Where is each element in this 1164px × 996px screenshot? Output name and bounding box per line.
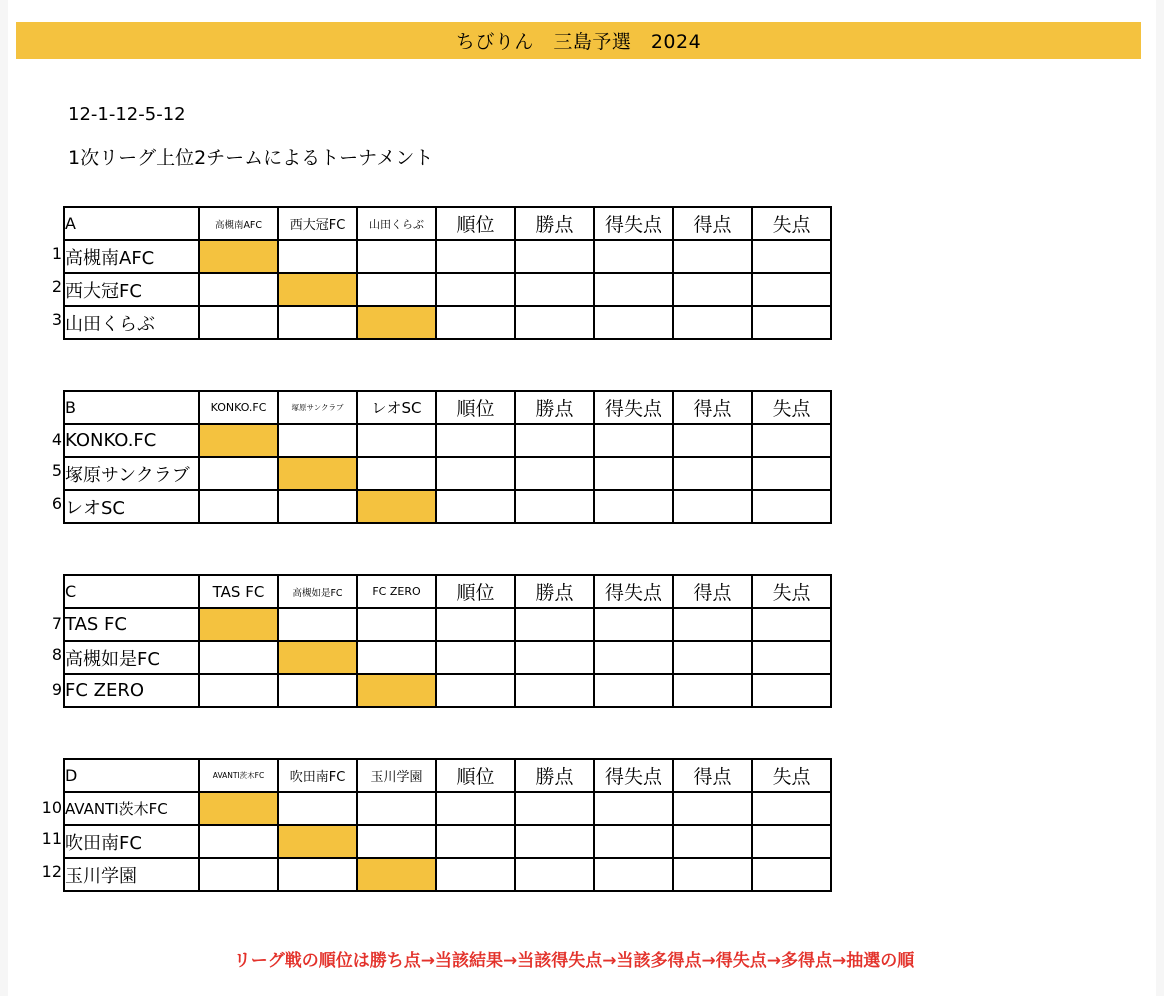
score-cell	[278, 240, 357, 273]
opponent-header: FC ZERO	[357, 575, 436, 608]
score-cell	[199, 273, 278, 306]
team-name: KONKO.FC	[65, 430, 157, 451]
opponent-header: AVANTI茨木FC	[199, 759, 278, 792]
league-table-b	[51, 390, 832, 524]
goal-diff-cell	[594, 825, 673, 858]
team-name: 高槻南AFC	[65, 247, 155, 269]
goal-diff-cell	[594, 424, 673, 457]
goal-diff-cell	[594, 858, 673, 891]
goals-against-cell	[752, 674, 831, 707]
team-name: 山田くらぶ	[65, 313, 155, 335]
ranking-rule-note: リーグ戦の順位は勝ち点→当該結果→当該得失点→当該多得点→得失点→多得点→抽選の順	[233, 951, 915, 971]
goals-for-header: 得点	[673, 575, 752, 608]
score-cell	[278, 674, 357, 707]
goals-against-header: 失点	[752, 575, 831, 608]
goals-for-cell	[673, 490, 752, 523]
score-cell	[278, 608, 357, 641]
goals-against-cell	[752, 306, 831, 339]
goal-diff-cell	[594, 457, 673, 490]
team-name: 吹田南FC	[65, 832, 142, 854]
goals-for-cell	[673, 674, 752, 707]
team-name-cell	[51, 641, 199, 674]
self-cell	[199, 792, 278, 825]
team-name: 玉川学園	[65, 865, 137, 887]
goals-for-cell	[673, 273, 752, 306]
points-cell	[515, 674, 594, 707]
goals-for-cell	[673, 306, 752, 339]
header-row	[64, 759, 831, 792]
goal-diff-cell	[594, 306, 673, 339]
team-name-cell	[41, 825, 199, 858]
header-row	[64, 391, 831, 424]
score-cell	[278, 792, 357, 825]
score-cell	[199, 306, 278, 339]
team-name-cell	[51, 306, 199, 339]
goals-for-header: 得点	[673, 207, 752, 240]
opponent-header: 塚原サンクラブ	[278, 391, 357, 424]
group-label: B	[64, 391, 199, 424]
goals-for-cell	[673, 825, 752, 858]
goals-against-header: 失点	[752, 759, 831, 792]
points-cell	[515, 273, 594, 306]
goals-against-cell	[752, 240, 831, 273]
goal-diff-cell	[594, 608, 673, 641]
opponent-header: KONKO.FC	[199, 391, 278, 424]
rank-header: 順位	[436, 575, 515, 608]
points-cell	[515, 306, 594, 339]
goal-diff-header: 得失点	[594, 759, 673, 792]
goals-for-cell	[673, 608, 752, 641]
table-row	[64, 641, 831, 674]
goals-against-cell	[752, 608, 831, 641]
rank-header: 順位	[436, 207, 515, 240]
goal-diff-cell	[594, 490, 673, 523]
header-row	[64, 575, 831, 608]
rank-header: 順位	[436, 759, 515, 792]
self-cell	[199, 240, 278, 273]
goal-diff-cell	[594, 674, 673, 707]
points-header: 勝点	[515, 207, 594, 240]
rank-cell	[436, 240, 515, 273]
score-cell	[357, 792, 436, 825]
rank-cell	[436, 273, 515, 306]
goals-for-cell	[673, 641, 752, 674]
points-cell	[515, 457, 594, 490]
league-table-c	[51, 574, 832, 708]
table-row	[64, 825, 831, 858]
score-cell	[357, 424, 436, 457]
team-name-cell	[41, 792, 199, 825]
score-cell	[357, 825, 436, 858]
goals-for-header: 得点	[673, 391, 752, 424]
league-table-d	[41, 758, 832, 892]
team-name-cell	[51, 608, 199, 641]
team-name: 塚原サンクラブ	[65, 464, 190, 486]
self-cell	[357, 674, 436, 707]
goal-diff-cell	[594, 792, 673, 825]
score-cell	[357, 608, 436, 641]
table-row	[64, 424, 831, 457]
row-number: 1	[51, 243, 62, 263]
score-cell	[199, 490, 278, 523]
team-name: レオSC	[65, 497, 125, 519]
league-table-a	[51, 206, 832, 340]
score-cell	[357, 457, 436, 490]
goals-against-cell	[752, 424, 831, 457]
table-row	[64, 608, 831, 641]
score-cell	[357, 240, 436, 273]
goals-for-cell	[673, 457, 752, 490]
row-number: 10	[41, 798, 62, 817]
score-cell	[278, 858, 357, 891]
rank-cell	[436, 792, 515, 825]
points-header: 勝点	[515, 575, 594, 608]
points-header: 勝点	[515, 759, 594, 792]
self-cell	[278, 457, 357, 490]
row-number: 12	[41, 861, 62, 881]
table-row	[64, 240, 831, 273]
opponent-header: 高槻南AFC	[199, 207, 278, 240]
self-cell	[357, 306, 436, 339]
score-cell	[199, 641, 278, 674]
team-name: TAS FC	[65, 614, 127, 635]
table-row	[64, 490, 831, 523]
points-cell	[515, 424, 594, 457]
points-cell	[515, 858, 594, 891]
goals-for-cell	[673, 858, 752, 891]
score-cell	[199, 825, 278, 858]
goal-diff-cell	[594, 240, 673, 273]
opponent-header: 山田くらぶ	[357, 207, 436, 240]
team-name: 高槻如是FC	[65, 648, 160, 670]
self-cell	[357, 858, 436, 891]
group-label: A	[64, 207, 199, 240]
row-number: 9	[51, 680, 62, 699]
rank-cell	[436, 858, 515, 891]
goal-diff-header: 得失点	[594, 207, 673, 240]
score-cell	[357, 273, 436, 306]
goal-diff-cell	[594, 273, 673, 306]
rank-header: 順位	[436, 391, 515, 424]
score-cell	[278, 490, 357, 523]
team-name-cell	[51, 490, 199, 523]
team-name-cell	[51, 424, 199, 457]
score-cell	[357, 641, 436, 674]
opponent-header: レオSC	[357, 391, 436, 424]
goals-against-header: 失点	[752, 207, 831, 240]
row-number: 2	[51, 276, 62, 296]
row-number: 4	[51, 430, 62, 449]
team-name: 西大冠FC	[65, 280, 142, 302]
self-cell	[278, 273, 357, 306]
page-title: ちびりん 三島予選 2024	[455, 31, 702, 53]
team-name-cell	[51, 457, 199, 490]
row-number: 11	[41, 828, 62, 848]
score-cell	[199, 457, 278, 490]
self-cell	[199, 608, 278, 641]
rank-cell	[436, 424, 515, 457]
goals-against-cell	[752, 641, 831, 674]
score-cell	[278, 424, 357, 457]
points-cell	[515, 641, 594, 674]
team-name: FC ZERO	[65, 680, 145, 701]
goals-against-cell	[752, 825, 831, 858]
opponent-header: 高槻如是FC	[278, 575, 357, 608]
opponent-header: 西大冠FC	[278, 207, 357, 240]
goals-against-cell	[752, 490, 831, 523]
row-number: 8	[51, 644, 62, 664]
rank-cell	[436, 674, 515, 707]
team-name-cell	[41, 858, 199, 891]
score-cell	[199, 858, 278, 891]
table-row	[64, 306, 831, 339]
row-number: 7	[51, 614, 62, 633]
goals-against-cell	[752, 273, 831, 306]
rank-cell	[436, 608, 515, 641]
rank-cell	[436, 306, 515, 339]
schedule-text: 12-1-12-5-12	[68, 104, 186, 125]
group-label: C	[64, 575, 199, 608]
team-name-cell	[51, 240, 199, 273]
goal-diff-header: 得失点	[594, 575, 673, 608]
points-cell	[515, 490, 594, 523]
team-name-cell	[51, 674, 199, 707]
self-cell	[278, 641, 357, 674]
rank-cell	[436, 490, 515, 523]
table-row	[64, 858, 831, 891]
opponent-header: 吹田南FC	[278, 759, 357, 792]
points-cell	[515, 240, 594, 273]
rank-cell	[436, 641, 515, 674]
rank-cell	[436, 457, 515, 490]
points-cell	[515, 825, 594, 858]
self-cell	[278, 825, 357, 858]
points-cell	[515, 792, 594, 825]
row-number: 5	[51, 460, 62, 480]
goals-against-cell	[752, 858, 831, 891]
points-cell	[515, 608, 594, 641]
score-cell	[278, 306, 357, 339]
table-row	[64, 792, 831, 825]
opponent-header: TAS FC	[199, 575, 278, 608]
group-label: D	[64, 759, 199, 792]
title-bar	[16, 22, 1141, 59]
team-name: AVANTI茨木FC	[65, 800, 168, 818]
team-name-cell	[51, 273, 199, 306]
score-cell	[199, 674, 278, 707]
table-row	[64, 457, 831, 490]
row-number: 3	[51, 309, 62, 329]
header-row	[64, 207, 831, 240]
points-header: 勝点	[515, 391, 594, 424]
table-row	[64, 674, 831, 707]
rank-cell	[436, 825, 515, 858]
opponent-header: 玉川学園	[357, 759, 436, 792]
row-number: 6	[51, 493, 62, 513]
goals-against-header: 失点	[752, 391, 831, 424]
goals-for-header: 得点	[673, 759, 752, 792]
self-cell	[357, 490, 436, 523]
goals-against-cell	[752, 457, 831, 490]
goal-diff-header: 得失点	[594, 391, 673, 424]
goals-for-cell	[673, 240, 752, 273]
format-text: 1次リーグ上位2チームによるトーナメント	[68, 147, 434, 169]
goals-for-cell	[673, 792, 752, 825]
goals-against-cell	[752, 792, 831, 825]
table-row	[64, 273, 831, 306]
goal-diff-cell	[594, 641, 673, 674]
goals-for-cell	[673, 424, 752, 457]
self-cell	[199, 424, 278, 457]
